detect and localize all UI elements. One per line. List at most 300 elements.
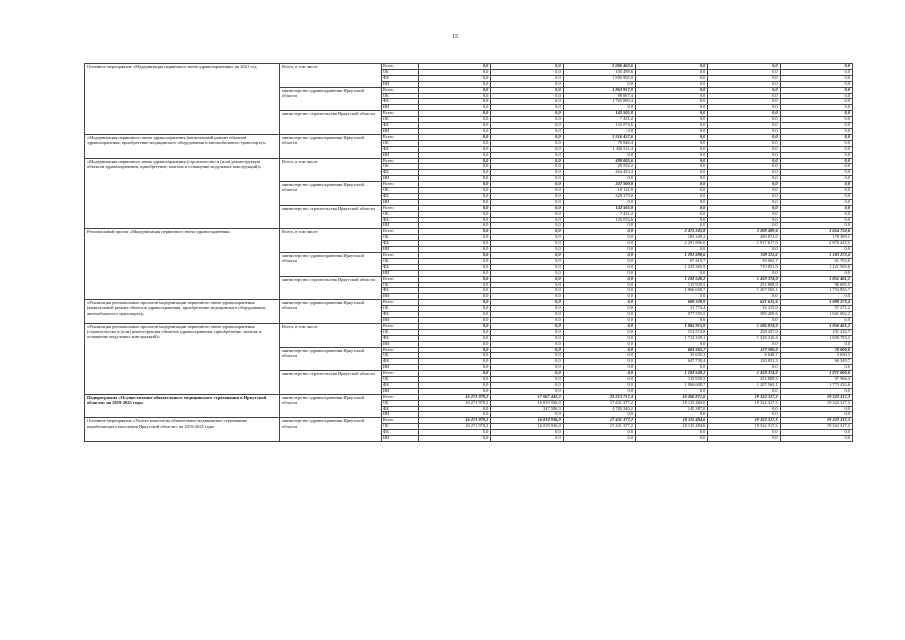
amount-cell: 127 500,0 [708,347,780,353]
amount-cell: 0,0 [419,294,491,300]
amount-cell: 1 586 874,0 [708,323,780,329]
funding-source: ИИ [382,199,419,205]
amount-cell: 0,0 [419,365,491,371]
amount-cell: 0,0 [635,134,707,140]
amount-cell: 0,0 [635,69,707,75]
amount-cell: 0,0 [708,193,780,199]
amount-cell: 18 115 484,6 [635,424,707,430]
amount-cell: 0,0 [708,430,780,436]
funding-source: ИИ [382,294,419,300]
amount-cell: 0,0 [780,412,852,418]
funding-source: ИИ [382,128,419,134]
amount-cell: 0,0 [419,371,491,377]
amount-cell: 0,0 [419,105,491,111]
responsible-executor: министерство здравоохранения Иркутской области [280,300,382,324]
amount-cell: 142 505,8 [563,205,635,211]
amount-cell: 1 839 783,3 [780,335,852,341]
amount-cell: 2 876 425,5 [780,241,852,247]
amount-cell: 1 900 965,0 [563,75,635,81]
amount-cell: 0,0 [491,412,563,418]
amount-cell: 0,0 [491,223,563,229]
amount-cell: 0,0 [491,182,563,188]
amount-cell: 18 121,0 [563,188,635,194]
amount-cell: 0,0 [419,81,491,87]
amount-cell: 1 066 608,7 [635,288,707,294]
responsible-executor: Всего, в том числе [280,229,382,253]
amount-cell: 0,0 [563,329,635,335]
funding-source: Всего [382,371,419,377]
amount-cell: 0,0 [491,99,563,105]
amount-cell: 0,0 [708,205,780,211]
amount-cell: 0,0 [491,288,563,294]
amount-cell: 0,0 [491,388,563,394]
funding-source: Всего [382,418,419,424]
amount-cell: 0,0 [563,377,635,383]
amount-cell: 142 505,8 [563,111,635,117]
amount-cell: 0,0 [780,75,852,81]
amount-cell: 16 819 936,0 [491,400,563,406]
amount-cell: 0,0 [563,81,635,87]
amount-cell: 0,0 [635,247,707,253]
funding-source: ОБ [382,377,419,383]
amount-cell: 0,0 [419,146,491,152]
amount-cell: 0,0 [708,152,780,158]
amount-cell: 0,0 [419,229,491,235]
funding-source: Всего [382,182,419,188]
amount-cell: 710 051,9 [708,264,780,270]
amount-cell: 101 216,7 [780,329,852,335]
amount-cell: 1 225 385,9 [635,264,707,270]
amount-cell: 0,0 [635,99,707,105]
amount-cell: 0,0 [780,193,852,199]
amount-cell: 115 939,5 [635,282,707,288]
measure-name: Основное мероприятие «Модернизация первичного звена здравоохранения» на 2021 год [85,64,280,135]
amount-cell: 0,0 [780,87,852,93]
amount-cell: 0,0 [708,176,780,182]
amount-cell: 1 871 000,0 [780,371,852,377]
amount-cell: 0,0 [419,170,491,176]
amount-cell: 0,0 [491,347,563,353]
amount-cell: 16 819 936,0 [491,418,563,424]
amount-cell: 1 765 890,4 [563,99,635,105]
funding-source: ФБ [382,335,419,341]
amount-cell: 0,0 [491,211,563,217]
amount-cell: 0,0 [419,176,491,182]
amount-cell: 0,0 [708,406,780,412]
amount-cell: 0,0 [780,430,852,436]
responsible-executor: министерство здравоохранения Иркутской области [280,182,382,206]
amount-cell: 0,0 [635,223,707,229]
amount-cell: 0,0 [635,170,707,176]
amount-cell: 0,0 [708,294,780,300]
amount-cell: 67 419,7 [635,258,707,264]
amount-cell: 0,0 [419,347,491,353]
amount-cell: 0,0 [563,128,635,134]
funding-source: Всего [382,87,419,93]
amount-cell: 0,0 [708,388,780,394]
amount-cell: 17 431 377,2 [563,400,635,406]
funding-source: ФБ [382,382,419,388]
measure-name: «Модернизация первичного звена здравоохранения (капитальный ремонт объектов здравоохранения, приобретение медицинского оборудования и автомобильного транспорта)» [85,134,280,158]
amount-cell: 1 041 002,2 [780,312,852,318]
amount-cell: 0,0 [491,300,563,306]
funding-source: ИИ [382,81,419,87]
amount-cell: 0,0 [780,294,852,300]
funding-source: ФБ [382,288,419,294]
amount-cell: 1 459 374,0 [708,276,780,282]
amount-cell: 0,0 [563,347,635,353]
amount-cell: 0,0 [780,111,852,117]
amount-cell: 0,0 [780,188,852,194]
amount-cell: 251 808,9 [708,282,780,288]
amount-cell: 0,0 [635,123,707,129]
amount-cell: 0,0 [419,134,491,140]
amount-cell: 0,0 [419,282,491,288]
amount-cell: 115 939,5 [635,377,707,383]
amount-cell: 0,0 [419,258,491,264]
amount-cell: 0,0 [708,199,780,205]
amount-cell: 18 115 484,6 [635,418,707,424]
amount-cell: 0,0 [780,140,852,146]
amount-cell: 0,0 [419,223,491,229]
responsible-executor: Всего, в том числе [280,64,382,88]
amount-cell: 0,0 [563,264,635,270]
amount-cell: 0,0 [708,164,780,170]
funding-source: Всего [382,134,419,140]
amount-cell: 0,0 [563,176,635,182]
amount-cell: 0,0 [635,436,707,442]
amount-cell: 0,0 [708,247,780,253]
funding-source: ФБ [382,241,419,247]
amount-cell: 0,0 [780,170,852,176]
amount-cell: 19 322 317,3 [708,394,780,400]
amount-cell: 0,0 [419,276,491,282]
amount-cell: 0,0 [780,117,852,123]
amount-cell: 0,0 [635,117,707,123]
amount-cell: 0,0 [563,241,635,247]
amount-cell: 0,0 [491,105,563,111]
amount-cell: 0,0 [563,247,635,253]
amount-cell: 0,0 [708,146,780,152]
amount-cell: 0,0 [563,323,635,329]
amount-cell: 464 453,4 [563,170,635,176]
amount-cell: 0,0 [491,436,563,442]
funding-source: ИИ [382,412,419,418]
funding-source: ОБ [382,164,419,170]
amount-cell: 0,0 [491,87,563,93]
amount-cell: 1 917 617,0 [708,241,780,247]
funding-source: ИИ [382,317,419,323]
amount-cell: 0,0 [419,353,491,359]
amount-cell: 621 615,6 [708,300,780,306]
amount-cell: 0,0 [708,81,780,87]
amount-cell: 0,0 [419,193,491,199]
amount-cell: 3 650,3 [780,353,852,359]
amount-cell: 0,0 [563,371,635,377]
amount-cell: 178 309,1 [780,235,852,241]
funding-source: ФБ [382,312,419,318]
funding-source: ОБ [382,329,419,335]
amount-cell: 1 328 416,4 [708,335,780,341]
amount-cell: 1 459 374,0 [708,371,780,377]
amount-cell: 1 956 461,2 [780,323,852,329]
amount-cell: 0,0 [491,64,563,70]
amount-cell: 0,0 [780,365,852,371]
amount-cell: 0,0 [780,247,852,253]
amount-cell: 0,0 [635,365,707,371]
funding-source: ФБ [382,123,419,129]
amount-cell: 0,0 [563,382,635,388]
amount-cell: 0,0 [419,412,491,418]
amount-cell: 0,0 [419,323,491,329]
amount-cell: 0,0 [780,223,852,229]
amount-cell: 0,0 [708,99,780,105]
amount-cell: 2 006 463,6 [563,64,635,70]
amount-cell: 0,0 [780,128,852,134]
funding-source: ОБ [382,282,419,288]
amount-cell: 0,0 [563,105,635,111]
amount-cell: 1 098 273,4 [780,300,852,306]
amount-cell: 0,0 [491,152,563,158]
amount-cell: 0,0 [635,270,707,276]
funding-source: ИИ [382,105,419,111]
amount-cell: 0,0 [491,117,563,123]
funding-source: ИИ [382,247,419,253]
amount-cell: 96 605,5 [780,282,852,288]
amount-cell: 0,0 [419,430,491,436]
amount-cell: 1 182 548,2 [635,276,707,282]
amount-cell: 0,0 [635,81,707,87]
amount-cell: 0,0 [563,282,635,288]
amount-cell: 0,0 [491,317,563,323]
amount-cell: 18 260 871,6 [635,394,707,400]
amount-cell: 1 754 855,7 [780,288,852,294]
amount-cell: 0,0 [635,176,707,182]
amount-cell: 0,0 [635,152,707,158]
amount-cell: 0,0 [491,134,563,140]
amount-cell: 0,0 [635,412,707,418]
funding-source: Всего [382,394,419,400]
funding-source: ОБ [382,258,419,264]
amount-cell: 0,0 [635,87,707,93]
amount-cell: 0,0 [708,93,780,99]
amount-cell: 0,0 [491,377,563,383]
amount-cell: 19 322 317,3 [708,424,780,430]
funding-source: Всего [382,205,419,211]
funding-source: ФБ [382,430,419,436]
amount-cell: 0,0 [419,199,491,205]
amount-cell: 0,0 [635,146,707,152]
amount-cell: 0,0 [780,158,852,164]
responsible-executor: министерство здравоохранения Иркутской области [280,347,382,371]
funding-source: Всего [382,253,419,259]
amount-cell: 0,0 [780,99,852,105]
amount-cell: 120 851,3 [708,359,780,365]
funding-source: ФБ [382,99,419,105]
amount-cell: 0,0 [563,235,635,241]
funding-source: ФБ [382,193,419,199]
funding-source: ОБ [382,117,419,123]
amount-cell: 0,0 [419,211,491,217]
amount-cell: 0,0 [780,211,852,217]
funding-source: ОБ [382,69,419,75]
funding-source: ФБ [382,217,419,223]
amount-cell: 0,0 [563,412,635,418]
amount-cell: 0,0 [635,211,707,217]
amount-cell: 1 863 957,8 [563,87,635,93]
amount-cell: 0,0 [491,111,563,117]
amount-cell: 0,0 [491,229,563,235]
amount-cell: 0,0 [563,258,635,264]
amount-cell: 98 067,4 [563,93,635,99]
amount-cell: 0,0 [419,377,491,383]
amount-cell: 0,0 [491,294,563,300]
amount-cell: 0,0 [635,193,707,199]
amount-cell: 0,0 [635,105,707,111]
amount-cell: 0,0 [708,75,780,81]
amount-cell: 0,0 [708,188,780,194]
funding-source: ОБ [382,235,419,241]
amount-cell: 7 431,2 [563,117,635,123]
measure-name: Основное мероприятие «Уплата взносов на обязательное медицинское страхование неработающего населения Иркутской области» на 2019-2025 годы [85,418,280,442]
amount-cell: 0,0 [491,188,563,194]
amount-cell: 589 200,6 [708,312,780,318]
measure-name: «Реализация региональных проектов модернизации первичного звена здравоохранения (капитальный ремонт объектов здравоохранения, приобретение медицинского оборудования, автомобильного транспорта)» [85,300,280,324]
amount-cell: 0,0 [419,205,491,211]
responsible-executor: Всего, в том числе [280,323,382,347]
amount-cell: 0,0 [708,69,780,75]
amount-cell: 0,0 [419,111,491,117]
amount-cell: 1 207 565,1 [708,288,780,294]
amount-cell: 145 387,0 [635,406,707,412]
funding-source: ИИ [382,341,419,347]
amount-cell: 1 516 457,6 [563,134,635,140]
amount-cell: 0,0 [635,317,707,323]
amount-cell: 0,0 [780,81,852,87]
amount-cell: 0,0 [563,229,635,235]
amount-cell: 0,0 [491,312,563,318]
amount-cell: 0,0 [491,365,563,371]
amount-cell: 19 322 317,3 [780,400,852,406]
amount-cell: 61 703,6 [780,258,852,264]
funding-source: ОБ [382,188,419,194]
amount-cell: 0,0 [780,69,852,75]
amount-cell: 0,0 [563,430,635,436]
amount-cell: 35 635,3 [635,353,707,359]
responsible-executor: Всего, в том числе [280,158,382,182]
amount-cell: 4 782 340,2 [563,406,635,412]
amount-cell: 66 349,7 [780,359,852,365]
amount-cell: 0,0 [635,199,707,205]
amount-cell: 16 271 979,2 [419,394,491,400]
amount-cell: 0,0 [635,75,707,81]
funding-source: ФБ [382,406,419,412]
amount-cell: 1 714 339,1 [635,335,707,341]
amount-cell: 0,0 [563,152,635,158]
amount-cell: 0,0 [419,87,491,93]
amount-cell: 0,0 [635,294,707,300]
amount-cell: 0,0 [708,182,780,188]
page-number: 15 [452,34,458,40]
amount-cell: 0,0 [491,371,563,377]
amount-cell: 0,0 [419,128,491,134]
amount-cell: 1 066 608,7 [635,382,707,388]
amount-cell: 0,0 [563,276,635,282]
amount-cell: 0,0 [780,341,852,347]
amount-cell: 0,0 [708,117,780,123]
amount-cell: 0,0 [780,123,852,129]
amount-cell: 0,0 [419,182,491,188]
amount-cell: 1 773 433,6 [780,382,852,388]
funding-source: Всего [382,276,419,282]
funding-source: ФБ [382,359,419,365]
amount-cell: 647 730,4 [635,359,707,365]
amount-cell: 105 498,6 [563,69,635,75]
amount-cell: 16 271 979,2 [419,418,491,424]
amount-cell: 0,0 [780,317,852,323]
amount-cell: 0,0 [419,300,491,306]
amount-cell: 0,0 [780,406,852,412]
amount-cell: 0,0 [635,128,707,134]
amount-cell: 0,0 [563,253,635,259]
amount-cell: 0,0 [708,123,780,129]
amount-cell: 0,0 [491,140,563,146]
amount-cell: 0,0 [419,140,491,146]
measure-name: Подпрограмма «Осуществление обязательного медицинского страхования в Иркутской области» на 2019-2025 годы [85,394,280,418]
amount-cell: 1 292 698,6 [635,253,707,259]
funding-source: ИИ [382,270,419,276]
amount-cell: 0,0 [419,341,491,347]
measure-name: «Модернизация первичного звена здравоохранения (строительство и (или) реконструкция объектов здравоохранения, приобретение, монтаж и оснащение модульных конструкций)» [85,158,280,229]
amount-cell: 1 851 461,2 [780,276,852,282]
funding-source: ФБ [382,170,419,176]
amount-cell: 0,0 [780,388,852,394]
amount-cell: 22 213 717,4 [563,394,635,400]
amount-cell: 16 271 979,2 [419,400,491,406]
amount-cell: 0,0 [635,64,707,70]
amount-cell: 0,0 [491,75,563,81]
amount-cell: 0,0 [419,69,491,75]
amount-cell: 0,0 [491,341,563,347]
amount-cell: 0,0 [780,205,852,211]
amount-cell: 0,0 [563,317,635,323]
amount-cell: 18 115 484,6 [635,400,707,406]
amount-cell: 0,0 [563,365,635,371]
amount-cell: 0,0 [491,164,563,170]
amount-cell: 0,0 [780,152,852,158]
funding-source: Всего [382,300,419,306]
amount-cell: 0,0 [491,199,563,205]
amount-cell: 251 808,9 [708,377,780,383]
amount-cell: 0,0 [491,123,563,129]
amount-cell: 0,0 [491,205,563,211]
amount-cell: 135 074,6 [563,123,635,129]
amount-cell: 0,0 [419,312,491,318]
amount-cell: 0,0 [563,270,635,276]
amount-cell: 0,0 [708,170,780,176]
funding-source: ИИ [382,152,419,158]
amount-cell: 32 415,0 [708,306,780,312]
amount-cell: 0,0 [491,217,563,223]
amount-cell: 0,0 [708,211,780,217]
amount-cell: 0,0 [563,199,635,205]
amount-cell: 749 115,6 [708,253,780,259]
amount-cell: 1 207 565,1 [708,382,780,388]
amount-cell: 0,0 [635,217,707,223]
amount-cell: 0,0 [419,75,491,81]
amount-cell: 0,0 [491,176,563,182]
responsible-executor: министерство здравоохранения Иркутской области [280,418,382,442]
